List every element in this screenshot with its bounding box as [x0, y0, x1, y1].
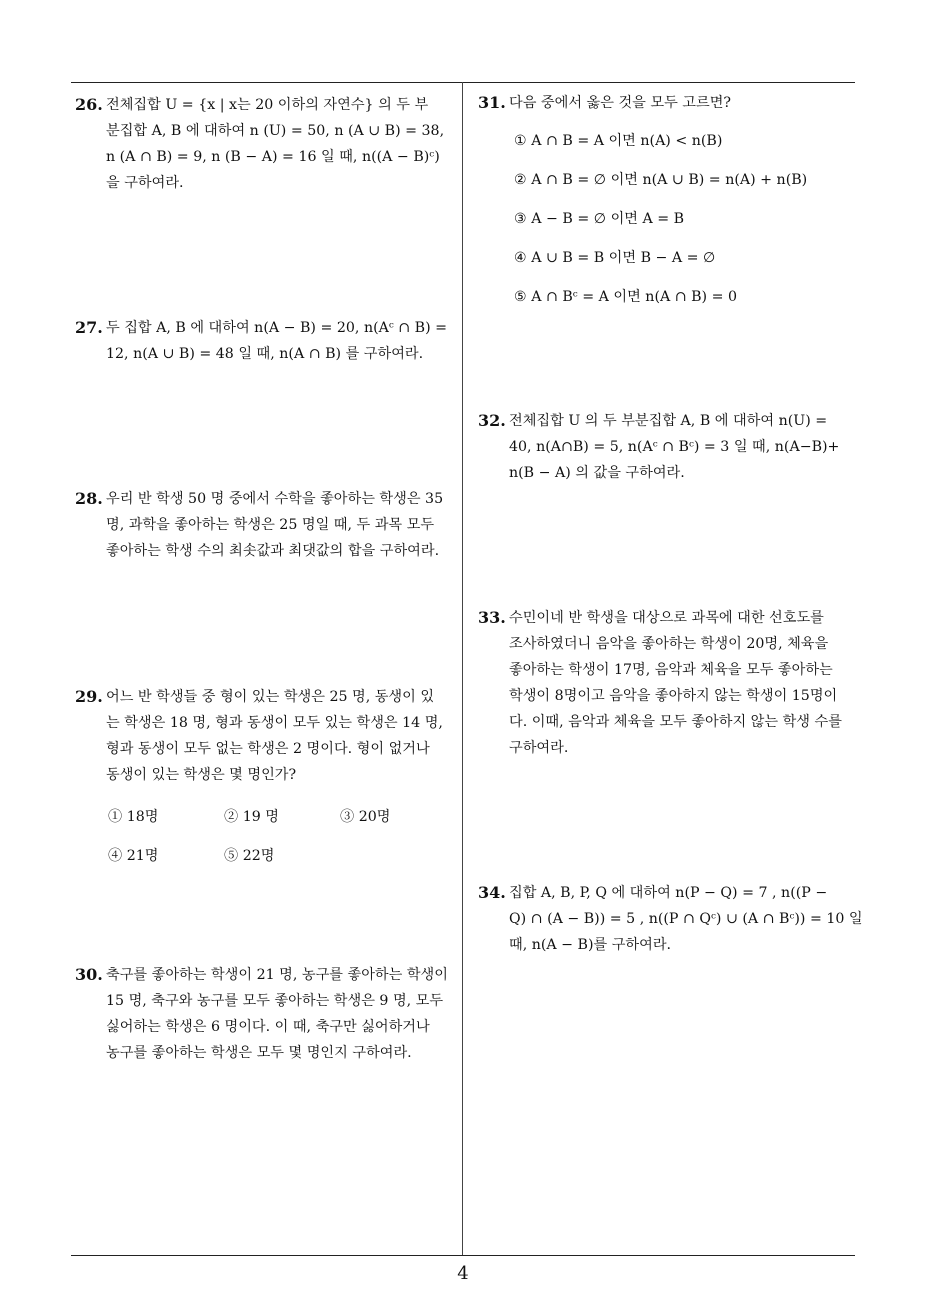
problem-32: [478, 408, 858, 486]
choice-row: [108, 843, 455, 882]
problem-line: 40, n(A∩B) = 5, n(Aᶜ ∩ Bᶜ) = 3 일 때, n(A−B)+: [509, 439, 840, 455]
problem-line: 우리 반 학생 50 명 중에서 수학을 좋아하는 학생은 35: [106, 491, 444, 507]
problem-line: 형과 동생이 모두 없는 학생은 2 명이다. 형이 없거나: [106, 741, 430, 757]
problem-30: [75, 962, 455, 1066]
problem-line: 어느 반 학생들 중 형이 있는 학생은 25 명, 동생이 있: [106, 689, 435, 705]
problem-line: 전체집합 U 의 두 부분집합 A, B 에 대하여 n(U) =: [509, 413, 828, 429]
choice-3[interactable]: ③ 20명: [340, 809, 391, 825]
problem-27: [75, 315, 455, 367]
choice-3[interactable]: ③ A − B = ∅ 이면 A = B: [514, 211, 685, 227]
problem-line: 구하여라.: [509, 740, 569, 756]
problem-line: 동생이 있는 학생은 몇 명인가?: [106, 767, 297, 783]
problem-line: n (A ∩ B) = 9, n (B − A) = 16 일 때, n((A − B)ᶜ): [106, 149, 440, 165]
column-divider: [462, 82, 463, 1255]
problem-line: 명, 과학을 좋아하는 학생은 25 명일 때, 두 과목 모두: [106, 517, 435, 533]
problem-number: 33.: [478, 608, 506, 627]
problem-line: 을 구하여라.: [106, 175, 184, 191]
problem-text: [478, 880, 863, 958]
problem-line: 조사하였더니 음악을 좋아하는 학생이 20명, 체육을: [509, 636, 829, 652]
problem-line: n(B − A) 의 값을 구하여라.: [509, 465, 685, 481]
problem-line: 때, n(A − B)를 구하여라.: [509, 937, 672, 953]
problem-line: 좋아하는 학생 수의 최솟값과 최댓값의 합을 구하여라.: [106, 543, 440, 559]
problem-line: 15 명, 축구와 농구를 모두 좋아하는 학생은 9 명, 모두: [106, 993, 444, 1009]
problem-line: 수민이네 반 학생을 대상으로 과목에 대한 선호도를: [509, 610, 824, 626]
problem-number: 26.: [75, 95, 103, 114]
problem-line: 는 학생은 18 명, 형과 동생이 모두 있는 학생은 14 명,: [106, 715, 443, 731]
problem-line: 두 집합 A, B 에 대하여 n(A − B) = 20, n(Aᶜ ∩ B) =: [106, 320, 448, 336]
problem-text: [478, 605, 858, 761]
problem-28: [75, 486, 455, 564]
problem-number: 32.: [478, 411, 506, 430]
problem-line: 집합 A, B, P, Q 에 대하여 n(P − Q) = 7 , n((P −: [509, 885, 828, 901]
answer-choices: [75, 804, 455, 882]
problem-29: [75, 684, 455, 882]
problem-26: [75, 92, 455, 196]
problem-text: [75, 315, 455, 367]
problem-line: 다. 이때, 음악과 체육을 모두 좋아하지 않는 학생 수를: [509, 714, 842, 730]
choice-1[interactable]: ① 18명: [108, 809, 159, 825]
choice-4[interactable]: ④ 21명: [108, 848, 159, 864]
problem-text: [75, 684, 455, 788]
choice-row: [108, 804, 455, 843]
problem-text: [75, 486, 455, 564]
choice-2[interactable]: ② 19 명: [224, 809, 279, 825]
problem-number: 31.: [478, 93, 506, 112]
problem-line: 좋아하는 학생이 17명, 음악과 체육을 모두 좋아하는: [509, 662, 833, 678]
problem-34: [478, 880, 863, 958]
problem-line: 전체집합 U = {x | x는 20 이하의 자연수} 의 두 부: [106, 97, 429, 113]
choice-2[interactable]: ② A ∩ B = ∅ 이면 n(A ∪ B) = n(A) + n(B): [514, 172, 808, 188]
problem-text: [75, 962, 455, 1066]
problem-number: 34.: [478, 883, 506, 902]
problem-33: [478, 605, 858, 761]
problem-31: [478, 90, 858, 323]
problem-line: 다음 중에서 옳은 것을 모두 고르면?: [509, 95, 732, 111]
footer-rule: [71, 1255, 855, 1256]
choice-5[interactable]: ⑤ 22명: [224, 848, 275, 864]
problem-line: 농구를 좋아하는 학생은 모두 몇 명인지 구하여라.: [106, 1045, 412, 1061]
problem-line: 분집합 A, B 에 대하여 n (U) = 50, n (A ∪ B) = 38,: [106, 123, 445, 139]
problem-number: 28.: [75, 489, 103, 508]
problem-text: [75, 92, 455, 196]
problem-line: Q) ∩ (A − B)) = 5 , n((P ∩ Qᶜ) ∪ (A ∩ Bᶜ)) = 10 일: [509, 911, 863, 927]
problem-line: 학생이 8명이고 음악을 좋아하지 않는 학생이 15명이: [509, 688, 838, 704]
problem-line: 12, n(A ∪ B) = 48 일 때, n(A ∩ B) 를 구하여라.: [106, 346, 424, 362]
problem-line: 축구를 좋아하는 학생이 21 명, 농구를 좋아하는 학생이: [106, 967, 448, 983]
problem-number: 29.: [75, 687, 103, 706]
problem-number: 30.: [75, 965, 103, 984]
choice-5[interactable]: ⑤ A ∩ Bᶜ = A 이면 n(A ∩ B) = 0: [514, 289, 738, 305]
choice-4[interactable]: ④ A ∪ B = B 이면 B − A = ∅: [514, 250, 716, 266]
page-number: 4: [457, 1263, 469, 1284]
answer-choices: [478, 128, 858, 323]
header-rule: [71, 82, 855, 83]
problem-number: 27.: [75, 318, 103, 337]
choice-1[interactable]: ① A ∩ B = A 이면 n(A) < n(B): [514, 133, 723, 149]
problem-line: 싫어하는 학생은 6 명이다. 이 때, 축구만 싫어하거나: [106, 1019, 430, 1035]
problem-text: [478, 408, 858, 486]
problem-text: [478, 90, 858, 116]
